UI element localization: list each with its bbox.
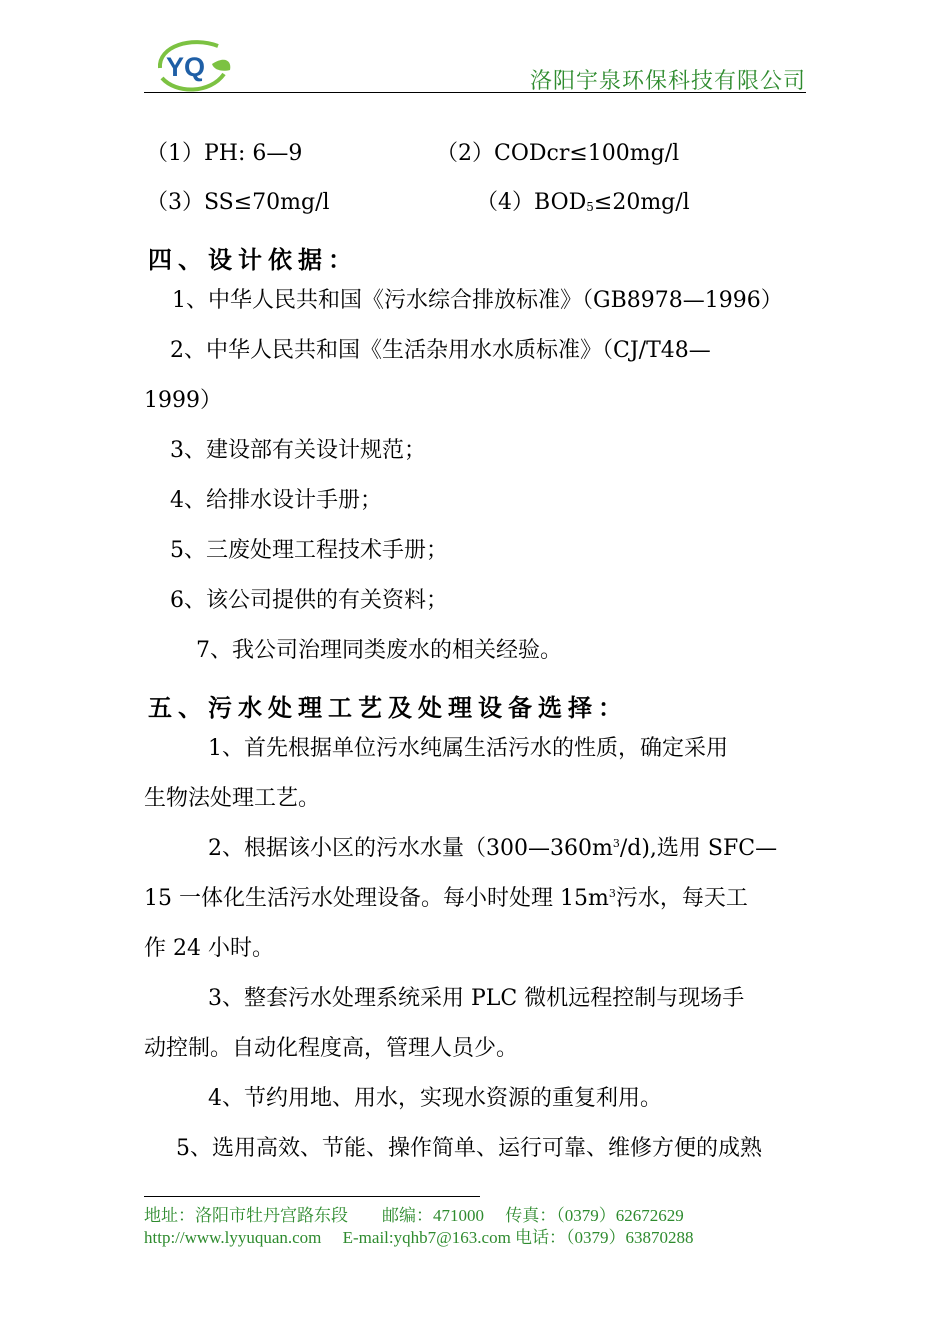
footer-contact: http://www.lyyuquan.com E-mail:yqhb7@163.com 电话：（0379）63870288 [144,1228,694,1247]
design-basis-item-5: 5、三废处理工程技术手册； [170,538,448,563]
design-basis-item-7: 7、我公司治理同类废水的相关经验。 [196,638,562,663]
process-para-2-cont: 15 一体化生活污水处理设备。每小时处理 $15m^3$污水，每天工 [144,886,748,911]
company-name: 洛阳宇泉环保科技有限公司 [529,69,806,94]
design-basis-item-1: 1、中华人民共和国《污水综合排放标准》（GB8978—1996） [172,288,783,313]
header-divider [144,92,806,93]
design-basis-item-4: 4、给排水设计手册； [170,488,382,513]
design-basis-item-3: 3、建设部有关设计规范； [170,438,426,463]
logo-text: YQ [166,52,206,82]
process-para-2-cont2: 作 24 小时。 [144,936,274,961]
process-para-1-cont: 生物法处理工艺。 [144,786,321,811]
design-basis-item-6: 6、该公司提供的有关资料； [170,588,448,613]
process-para-3-cont: 动控制。自动化程度高，管理人员少。 [144,1036,519,1061]
section-heading-process-selection: 五、污水处理工艺及处理设备选择： [148,693,628,722]
footer-address: 地址：洛阳市牡丹宫路东段 邮编：471000 传真：（0379）62672629 [144,1206,684,1225]
design-basis-item-2: 2、中华人民共和国《生活杂用水水质标准》（CJ/T48— [170,338,711,363]
process-para-2: 2、根据该小区的污水水量$(300—360m^3/d)$,选用 SFC— [208,836,778,861]
standard-bod: $(4)BOD_5\le 20mg/l$ [476,190,690,215]
process-para-5: 5、选用高效、节能、操作简单、运行可靠、维修方便的成熟 [176,1136,762,1161]
design-basis-item-2-cont: 1999） [144,388,222,413]
process-para-4: 4、节约用地、用水，实现水资源的重复利用。 [208,1086,662,1111]
standard-ph: （1）PH: 6—9 [146,141,303,166]
process-para-1: 1、首先根据单位污水纯属生活污水的性质，确定采用 [208,736,728,761]
footer-divider [144,1196,480,1197]
section-heading-design-basis: 四、设计依据： [148,245,358,274]
standard-codcr: （2）CODcr≤100mg/l [436,141,680,166]
company-logo [152,34,234,96]
standard-ss: （3）SS≤70mg/l [146,190,330,215]
process-para-3: 3、整套污水处理系统采用 PLC 微机远程控制与现场手 [208,986,745,1011]
